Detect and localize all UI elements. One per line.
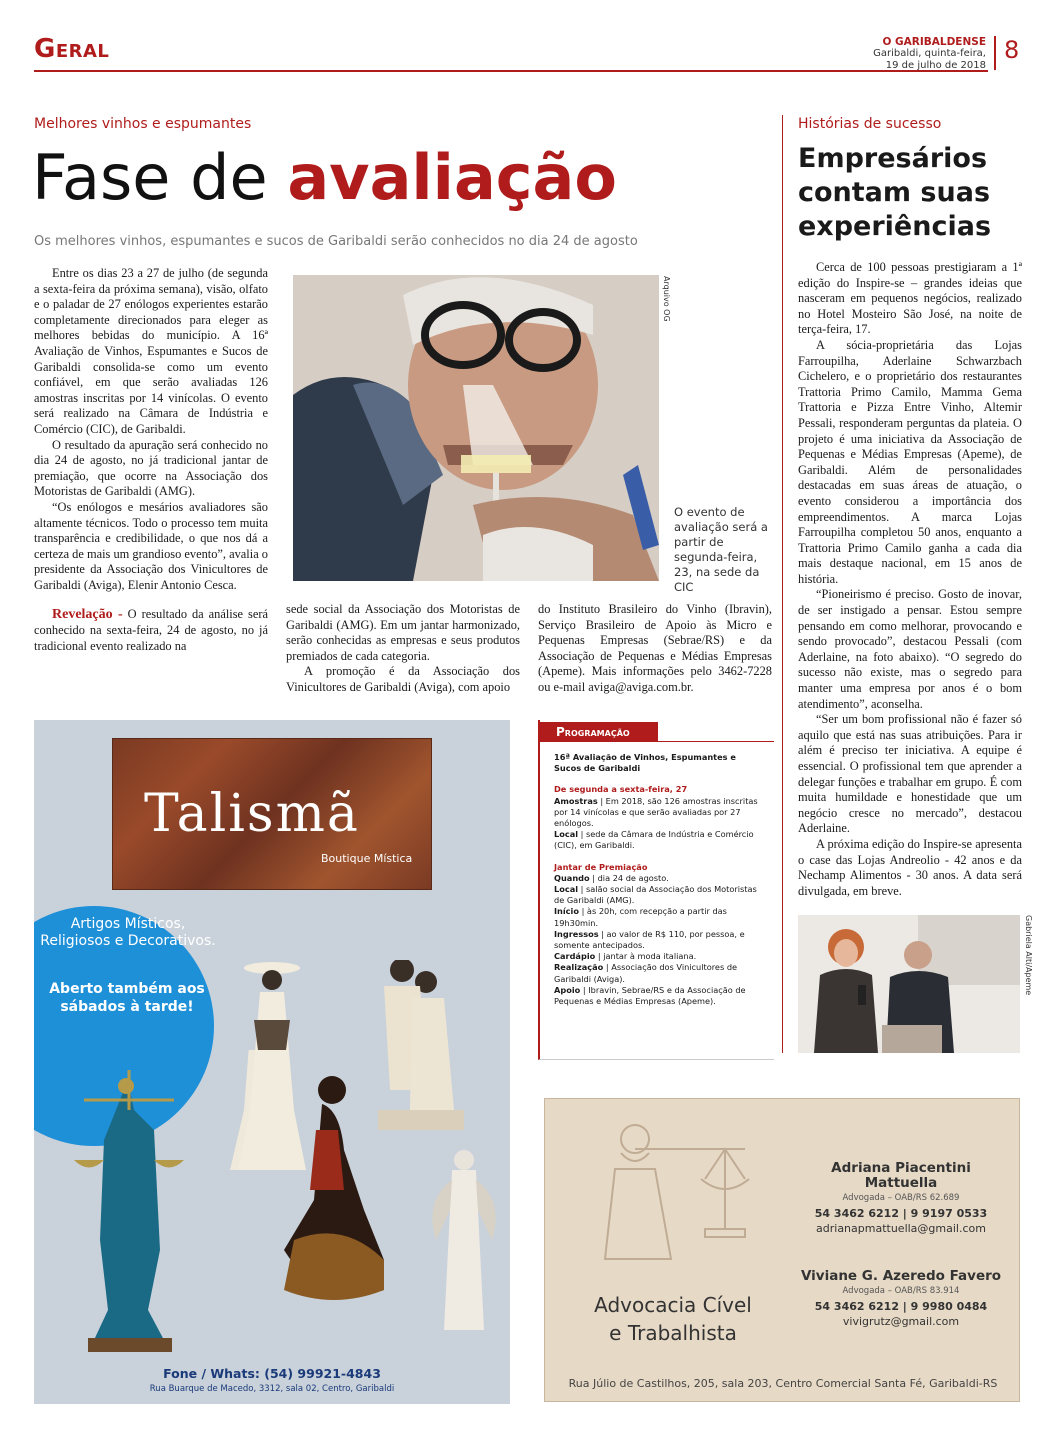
speakers-illustration <box>798 915 1020 1053</box>
programacao-item <box>554 796 762 830</box>
column-rule <box>782 115 783 1053</box>
item-label: Local <box>554 829 579 840</box>
lawyer-role: Advogada – OAB/RS 83.914 <box>842 1286 960 1296</box>
lawyer-name: Viviane G. Azeredo Favero <box>800 1268 1002 1284</box>
side-paragraph: “Pioneirismo é preciso. Gosto de inovar, de ser instigado a pensar. Estou sempre pensando em como melhorar, provocando e sendo provocado”, destacou Pessali (com Aderlaine, na foto abaixo). “O segredo do sucesso não existe, mas o segredo para manter uma empresa por anos é o bom atendimento”, aconselha. <box>798 587 1022 711</box>
side-paragraph: Cerca de 100 pessoas prestigiaram a 1ª edição do Inspire-se – grandes ideias que nasceram em pequenos negócios, realizado no Hotel Mosteiro São José, na noite de terça-feira, 17. <box>798 260 1022 337</box>
ad-brand-name: Talismã <box>144 784 360 844</box>
headline-part-1: Fase de <box>32 141 268 214</box>
programacao-item <box>554 829 762 851</box>
article-paragraph: “Os enólogos e mesários avaliadores são altamente técnicos. Todo o processo tem muita transparência e credibilidade, o que nos dá a certeza de mais um grandioso evento”, avalia o presidente da Associação dos Vinicultores de Garibaldi (Aviga), Elenir Antonio Cesca. <box>34 499 268 592</box>
item-text: | Ibravin, Sebrae/RS e da Associação de Pequenas e Médias Empresas (Apeme). <box>554 984 746 1007</box>
advocacia-title-line-1: Advocacia Cível <box>594 1293 752 1317</box>
side-photo-credit: Gabriela Alti/Apeme <box>1024 915 1033 996</box>
article-paragraph: sede social da Associação dos Motoristas de Garibaldi (AMG). Em um jantar harmonizado, serão conhecidas as empresas e seus produtos premiados de cada categoria. <box>286 602 520 663</box>
side-paragraph: “Ser um bom profissional não é fazer só aquilo que está nas suas atribuições. Para ir além é preciso ter iniciativa. A equipe é essencial. O profissional tem que aprender a delegar funções e trabalhar em grupo. É com muita humildade e honestidade que um negócio cresce no mercado”, destacou Aderlaine. <box>798 712 1022 836</box>
item-text: | às 20h, com recepção a partir das 19h30min. <box>554 906 727 928</box>
article-paragraph: Entre os dias 23 a 27 de julho (de segunda a sexta-feira da próxima semana), visão, olfato e o paladar de 27 enólogos experientes estarão completamente direcionados para eleger as melhores bebidas do município. A 16ª Avaliação de Vinhos, Espumantes e Sucos de Garibaldi consolida-se como um evento confiável, em que serão avaliadas 126 amostras inscritas por 14 vinícolas. O evento será realizado na Câmara de Indústria e Comércio (CIC), de Garibaldi. <box>34 266 268 436</box>
advocacia-title-line-2: e Trabalhista <box>609 1321 737 1345</box>
article-paragraph: A promoção é da Associação dos Vinicultores de Garibaldi (Aviga), com apoio <box>286 664 520 694</box>
item-label: Apoio <box>554 984 581 995</box>
programacao-item <box>554 906 762 928</box>
lawyer-name: Adriana Piacentini Mattuella <box>831 1160 971 1191</box>
section-title: Geral <box>34 34 110 64</box>
article-photo <box>293 275 659 581</box>
lawyer-role: Advogada – OAB/RS 62.689 <box>842 1193 960 1203</box>
lawyer-email: vivigrutz@gmail.com <box>842 1315 960 1328</box>
programacao-content <box>554 752 762 1007</box>
item-label: Realização <box>554 962 604 973</box>
headline-part-2: avaliação <box>287 141 617 214</box>
programacao-item <box>554 873 762 884</box>
programacao-item <box>554 929 762 951</box>
advocacia-title <box>571 1291 775 1347</box>
item-text: | jantar à moda italiana. <box>595 951 697 962</box>
ad-circle-text-hours: Aberto também aos sábados à tarde! <box>49 981 205 1015</box>
lawyer-1-card <box>795 1161 1007 1236</box>
programacao-section-head: De segunda a sexta-feira, 27 <box>554 784 688 795</box>
side-article-body <box>798 260 1022 899</box>
article-paragraph: O resultado da apuração será conhecido no dia 24 de agosto, no já tradicional jantar de premiação, que ocorre na Associação dos Motoristas de Garibaldi (AMG). <box>34 437 268 499</box>
programacao-item <box>554 985 762 1007</box>
item-text: | dia 24 de agosto. <box>589 872 669 883</box>
programacao-title: Programação <box>538 722 658 742</box>
article-paragraph: do Instituto Brasileiro do Vinho (Ibravin), Serviço Brasileiro de Apoio às Micro e Pequenas Empresas (Sebrae/RS) e da Associação de Pequenas e Médias Empresas (Apeme). Mais informações pelo 3462-7228 ou e-mail aviga@aviga.com.br. <box>538 602 772 694</box>
figurines-illustration <box>214 960 474 1220</box>
ad-brand-subtitle: Boutique Mística <box>321 852 413 865</box>
item-text: | ao valor de R$ 110, por pessoa, e somente antecipados. <box>554 928 745 951</box>
advocacia-address: Rua Júlio de Castilhos, 205, sala 203, Centro Comercial Santa Fé, Garibaldi-RS <box>568 1377 998 1390</box>
item-label: Cardápio <box>554 951 596 962</box>
article-column-1 <box>34 266 268 654</box>
article-subhead: Os melhores vinhos, espumantes e sucos de Garibaldi serão conhecidos no dia 24 de agosto <box>34 234 638 249</box>
masthead <box>873 36 986 72</box>
item-label: Início <box>554 906 579 917</box>
header-rule <box>34 70 988 72</box>
article-kicker: Melhores vinhos e espumantes <box>34 116 252 132</box>
article-column-3 <box>538 602 772 696</box>
photo-caption: O evento de avaliação será a partir de segunda-feira, 23, na sede da CIC <box>674 505 768 594</box>
side-article-headline: Empresários contam suas experiências <box>798 143 992 242</box>
item-label: Ingressos <box>554 928 599 939</box>
page-number-divider <box>994 36 996 70</box>
programacao-title-rule <box>658 741 774 742</box>
side-article-photo <box>798 915 1020 1053</box>
item-text: | Em 2018, são 126 amostras inscritas por 14 vinícolas e que serão avaliadas por 27 enólogos. <box>554 795 758 829</box>
justice-scale-watermark <box>575 1109 775 1289</box>
side-paragraph: A sócia-proprietária das Lojas Farroupilha, Aderlaine Schwarzbach Cichelero, e o proprietário dos restaurantes Trattoria Primo Camilo, Mamma Gema Trattoria e Pizza Entre Vinho, Altemir Pessali, responderam perguntas da plateia. O projeto é uma iniciativa da Associação de Pequenas e Médias Empresas (Apeme), de Garibaldi. Além de personalidades destacadas em suas áreas de atuação, o evento considerou a importância dos empreendimentos. A marca Lojas Farroupilha completou 50 anos, enquanto a Trattoria Primo Camilo ganha a cada dia mais destaque nacional, em 15 anos de história. <box>798 337 1022 586</box>
wine-taster-illustration <box>293 275 659 581</box>
advocacia-ad <box>544 1098 1020 1402</box>
article-headline <box>32 140 617 216</box>
item-label: Local <box>554 884 579 895</box>
item-label: Amostras <box>554 795 598 806</box>
programacao-section-head: Jantar de Premiação <box>554 861 648 872</box>
talisma-ad <box>34 720 510 1404</box>
programacao-item <box>554 884 762 906</box>
lawyer-phone: 54 3462 6212 | 9 9980 0484 <box>814 1300 988 1313</box>
photo-credit: Arquivo OG <box>662 276 671 322</box>
ad-phone: Fone / Whats: (54) 99921-4843 <box>163 1366 381 1381</box>
lawyer-phone: 54 3462 6212 | 9 9197 0533 <box>814 1207 988 1220</box>
publication-name: O GARIBALDENSE <box>882 36 986 48</box>
programacao-item <box>554 951 762 962</box>
item-label: Quando <box>554 872 590 883</box>
programacao-event-title: 16ª Avaliação de Vinhos, Espumantes e Sucos de Garibaldi <box>554 752 736 774</box>
programacao-item <box>554 962 762 984</box>
ad-circle-text-products: Artigos Místicos, Religiosos e Decorativos. <box>40 916 216 949</box>
item-text: | sede da Câmara de Indústria e Comércio (CIC), em Garibaldi. <box>554 829 754 851</box>
side-article-kicker: Histórias de sucesso <box>798 116 942 132</box>
item-text: | salão social da Associação dos Motoristas de Garibaldi (AMG). <box>554 884 757 906</box>
article-column-2 <box>286 602 520 696</box>
dateline-2: 19 de julho de 2018 <box>885 60 986 71</box>
page-number: 8 <box>1004 36 1020 64</box>
article-paragraph-revelacao <box>34 607 268 654</box>
lawyer-email: adrianapmattuella@gmail.com <box>816 1222 986 1235</box>
ad-address: Rua Buarque de Macedo, 3312, sala 02, Centro, Garibaldi <box>149 1384 395 1394</box>
dateline-1: Garibaldi, quinta-feira, <box>873 48 986 59</box>
subsection-lead: Revelação - <box>52 607 123 623</box>
subsection-text: O resultado da análise será conhecido na sexta-feira, 24 de agosto, no já tradicional evento realizado na <box>34 607 268 653</box>
item-text: | Associação dos Vinicultores de Garibaldi (Aviga). <box>554 962 738 984</box>
side-paragraph: A próxima edição do Inspire-se apresenta o case das Lojas Andreolio - 42 anos e da Nechamp Alimentos - 30 anos. A data será divulgada, em breve. <box>798 836 1022 898</box>
lawyer-2-card <box>795 1269 1007 1329</box>
